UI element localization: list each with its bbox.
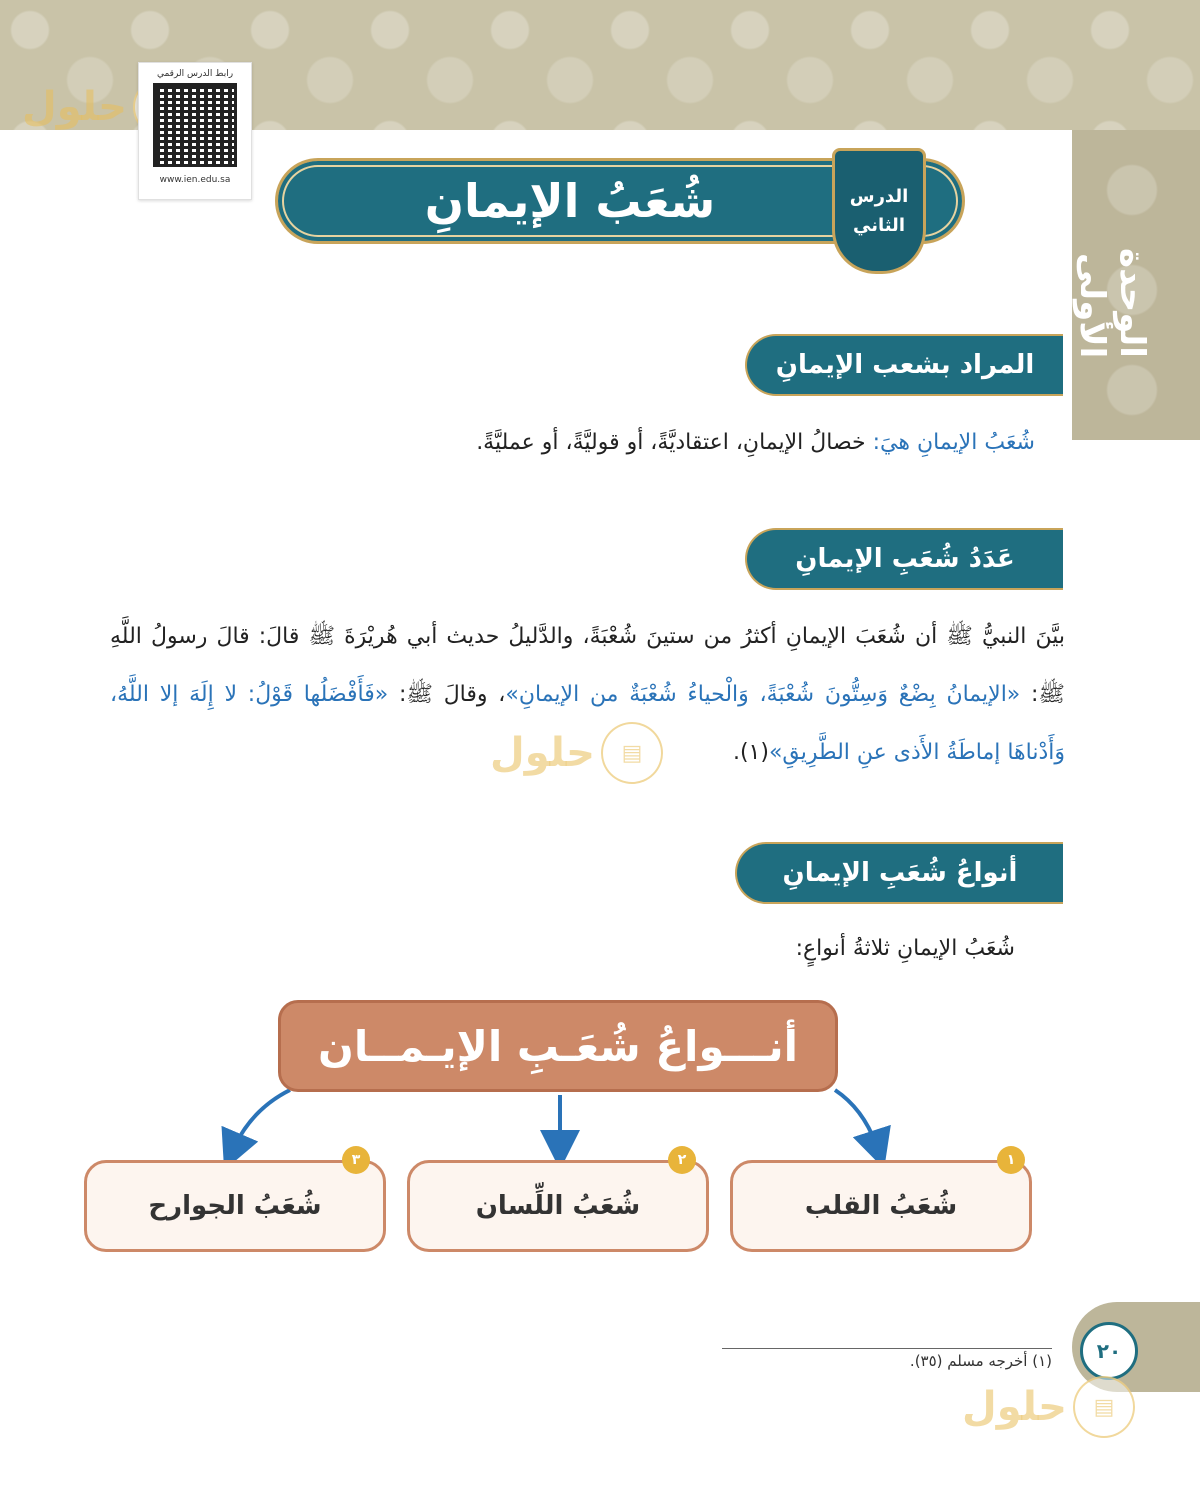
meaning-text: خصالُ الإيمانِ، اعتقاديَّةً، أو قوليَّةً، أو عمليَّةً.: [476, 430, 873, 455]
unit-title: الوحدة الأولى: [1072, 248, 1152, 358]
count-text-2: ، وقالَ ﷺ:: [388, 682, 506, 707]
types-intro: شُعَبُ الإيمانِ ثلاثةُ أنواعٍ:: [795, 936, 1015, 961]
count-text-1: بيَّنَ النبيُّ ﷺ أن شُعَبَ الإيمانِ أكثرُ من ستينَ شُعْبَةً، والدَّليلُ حديث أبي هُريْرَةَ ﷺ قالَ: قالَ رسولُ اللَّهِ ﷺ:: [110, 624, 1065, 707]
watermark-bottom: [962, 1376, 1135, 1438]
arrow-left: [232, 1090, 290, 1152]
type-label-heart: شُعَبُ القلب: [804, 1191, 958, 1221]
footnote-divider: [722, 1348, 1052, 1349]
meaning-paragraph: [160, 414, 1035, 472]
watermark-text: حلول: [490, 730, 595, 776]
lesson-badge-line1: الدرس: [849, 186, 909, 207]
number-badge-3: ٣: [342, 1146, 370, 1174]
footnote: (١) أخرجه مسلم (٣٥).: [909, 1352, 1052, 1370]
lesson-badge-line2: الثاني: [852, 215, 905, 236]
diagram-root: أنـــواعُ شُعَـبِ الإيـمــان: [278, 1000, 838, 1092]
qr-label: رابط الدرس الرقمي: [156, 69, 234, 79]
lesson-title: شُعَبُ الإيمانِ: [424, 174, 716, 228]
type-label-tongue: شُعَبُ اللِّسان: [475, 1191, 641, 1221]
meaning-term: شُعَبُ الإيمانِ هيَ:: [872, 430, 1035, 455]
watermark-book-icon: ▤: [601, 722, 663, 784]
type-box-heart: [730, 1160, 1032, 1252]
watermark-book-icon: ▤: [1073, 1376, 1135, 1438]
number-badge-1: ١: [997, 1146, 1025, 1174]
qr-code-icon[interactable]: [153, 83, 237, 167]
section-heading-count: عَدَدُ شُعَبِ الإيمانِ: [745, 528, 1063, 590]
qr-card[interactable]: [138, 62, 252, 200]
arrow-right: [835, 1090, 878, 1150]
type-box-tongue: [407, 1160, 709, 1252]
watermark-middle: [490, 722, 663, 784]
hadith-quote-1: «الإيمانُ بِضْعٌ وَسِتُّونَ شُعْبَةً، وَالْحياءُ شُعْبَةٌ من الإيمانِ»: [505, 682, 1021, 707]
number-badge-2: ٢: [668, 1146, 696, 1174]
lesson-badge: [832, 148, 926, 274]
qr-url[interactable]: www.ien.edu.sa: [159, 175, 231, 185]
watermark-text: حلول: [22, 84, 127, 130]
hadith-quote-2: «فَأَفْضَلُها قَوْلُ: لا إِلَهَ إلا اللَّهُ، وَأَدْناهَا إماطَةُ الأَذى عنِ الطَّرِيقِ»: [110, 682, 1065, 765]
watermark-text: حلول: [962, 1384, 1067, 1430]
type-label-limbs: شُعَبُ الجوارح: [148, 1191, 322, 1221]
type-box-limbs: [84, 1160, 386, 1252]
footnote-ref: (١).: [732, 740, 769, 765]
section-heading-types: أنواعُ شُعَبِ الإيمانِ: [735, 842, 1063, 904]
page-number: ٢٠: [1080, 1322, 1138, 1380]
section-heading-meaning: المراد بشعب الإيمانِ: [745, 334, 1063, 396]
